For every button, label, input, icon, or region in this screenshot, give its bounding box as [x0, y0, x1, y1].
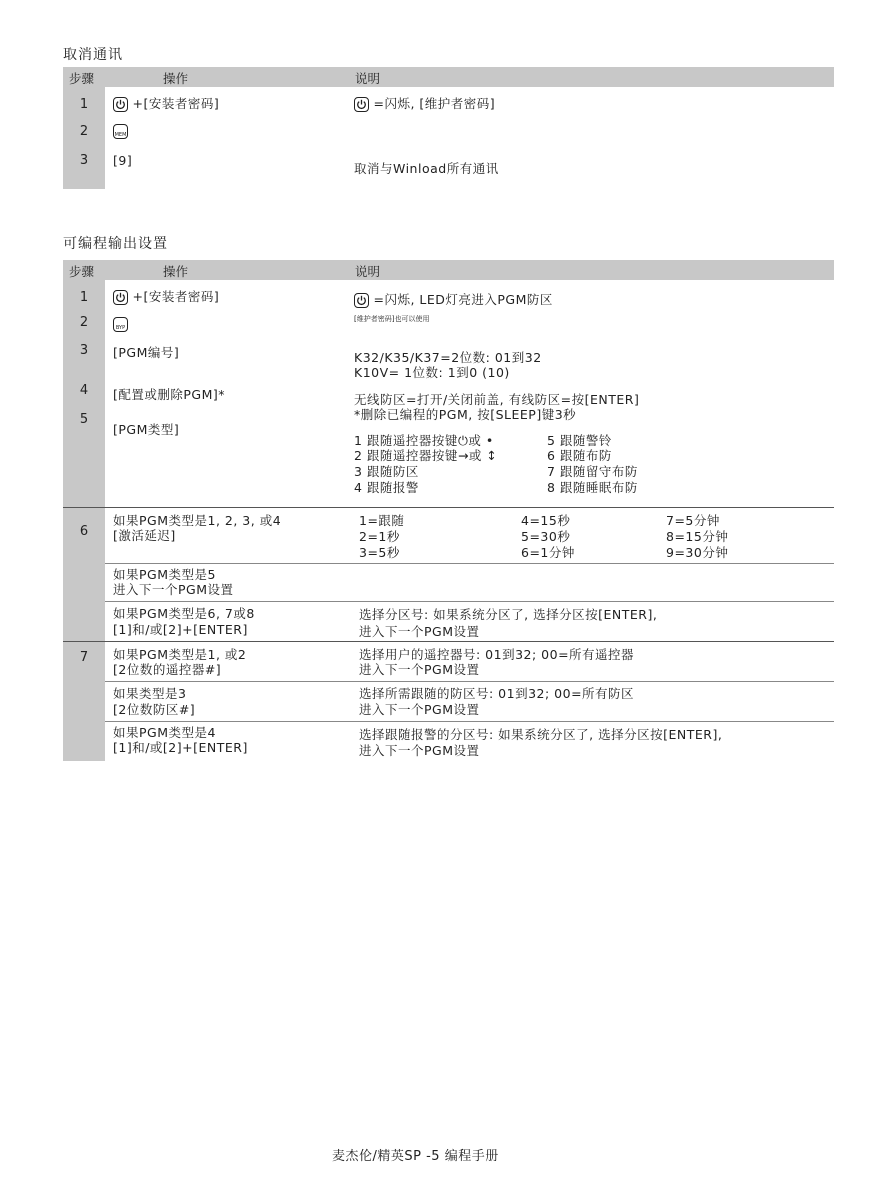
- desc-row: [354, 292, 553, 308]
- power-key-icon: [354, 97, 369, 112]
- desc-text: 无线防区=打开/关闭前盖, 有线防区=按[ENTER]: [354, 392, 640, 407]
- desc-text: 进入下一个PGM设置: [359, 743, 480, 758]
- divider: [105, 721, 834, 722]
- header-step: 步骤: [69, 71, 95, 86]
- delay-value: 3=5秒: [359, 545, 400, 560]
- action-text: 如果PGM类型是1, 或2: [113, 647, 247, 662]
- action-text: [激活延迟]: [113, 528, 176, 543]
- page-footer: 麦杰伦/精英SP -5 编程手册: [332, 1149, 499, 1164]
- action-text: 如果PGM类型是1, 2, 3, 或4: [113, 513, 282, 528]
- delay-value: 5=30秒: [521, 529, 571, 544]
- header-action: 操作: [163, 264, 189, 279]
- action-text: [配置或删除PGM]*: [113, 387, 226, 402]
- power-key-icon: [354, 293, 369, 308]
- header-step: 步骤: [69, 264, 95, 279]
- desc-note: [维护者密码]也可以使用: [354, 315, 430, 323]
- section-title-pgm-setup: 可编程输出设置: [63, 236, 168, 252]
- arrow-right-icon: →: [457, 448, 469, 463]
- delay-value: 7=5分钟: [666, 513, 720, 528]
- desc-text: 选择跟随报警的分区号: 如果系统分区了, 选择分区按[ENTER],: [359, 727, 723, 742]
- list-item: 2 跟随遥控器按键→或 ↕: [354, 448, 498, 463]
- table-row: [113, 316, 128, 332]
- updown-icon: ↕: [481, 448, 498, 463]
- delay-value: 9=30分钟: [666, 545, 729, 560]
- desc-text: 进入下一个PGM设置: [359, 702, 480, 717]
- step-number: 3: [79, 153, 89, 168]
- action-text: 如果PGM类型是6, 7或8: [113, 606, 255, 621]
- action-text: 进入下一个PGM设置: [113, 582, 234, 597]
- header-desc: 说明: [355, 264, 381, 279]
- header-action: 操作: [163, 71, 189, 86]
- table-header: [63, 67, 834, 87]
- list-item: 8 跟随睡眠布防: [547, 480, 638, 495]
- table-row: [113, 96, 219, 112]
- step-number: 2: [79, 124, 89, 139]
- action-text: 如果类型是3: [113, 686, 187, 701]
- list-item: 6 跟随布防: [547, 448, 612, 463]
- action-text: [1]和/或[2]+[ENTER]: [113, 740, 248, 755]
- divider: [105, 681, 834, 682]
- desc-text: 取消与Winload所有通讯: [354, 161, 499, 176]
- dot-icon: •: [481, 433, 494, 448]
- action-text: [PGM类型]: [113, 422, 180, 437]
- step-number: 1: [79, 290, 89, 305]
- desc-row: [354, 96, 495, 112]
- action-text: [2位数防区#]: [113, 702, 196, 717]
- header-desc: 说明: [355, 71, 381, 86]
- step-number: 7: [79, 650, 89, 665]
- step-number: 6: [79, 524, 89, 539]
- desc-text: 选择分区号: 如果系统分区了, 选择分区按[ENTER],: [359, 607, 658, 622]
- divider: [63, 507, 834, 508]
- action-text: [1]和/或[2]+[ENTER]: [113, 622, 248, 637]
- desc-text: 进入下一个PGM设置: [359, 624, 480, 639]
- power-icon: ⏻: [457, 433, 469, 448]
- action-text: 如果PGM类型是4: [113, 725, 216, 740]
- step-number: 2: [79, 315, 89, 330]
- step-number: 4: [79, 383, 89, 398]
- list-item: 1 跟随遥控器按键⏻或 •: [354, 433, 494, 448]
- step-number: 5: [79, 412, 89, 427]
- delay-value: 6=1分钟: [521, 545, 575, 560]
- desc-text: *删除已编程的PGM, 按[SLEEP]键3秒: [354, 407, 577, 422]
- desc-text: 选择所需跟随的防区号: 01到32; 00=所有防区: [359, 686, 635, 701]
- desc-text: =闪烁, [维护者密码]: [373, 96, 496, 111]
- action-text: 如果PGM类型是5: [113, 567, 216, 582]
- action-text: +[安装者密码]: [132, 96, 220, 111]
- table-header: [63, 260, 834, 280]
- delay-value: 1=跟随: [359, 513, 405, 528]
- delay-value: 8=15分钟: [666, 529, 729, 544]
- power-key-icon: [113, 290, 128, 305]
- action-text: [9]: [113, 153, 133, 168]
- action-text: +[安装者密码]: [132, 289, 220, 304]
- byp-key-icon: BYP: [113, 317, 128, 332]
- step-number: 3: [79, 343, 89, 358]
- step-number: 1: [79, 97, 89, 112]
- divider: [105, 563, 834, 564]
- desc-text: 选择用户的遥控器号: 01到32; 00=所有遥控器: [359, 647, 635, 662]
- divider: [105, 601, 834, 602]
- divider: [63, 641, 834, 642]
- desc-text: 进入下一个PGM设置: [359, 662, 480, 677]
- action-text: [2位数的遥控器#]: [113, 662, 222, 677]
- list-item: 5 跟随警铃: [547, 433, 612, 448]
- desc-text: =闪烁, LED灯亮进入PGM防区: [373, 292, 553, 307]
- delay-value: 4=15秒: [521, 513, 571, 528]
- list-item: 4 跟随报警: [354, 480, 419, 495]
- mem-key-icon: MEM: [113, 124, 128, 139]
- delay-value: 2=1秒: [359, 529, 400, 544]
- section-title-cancel-comm: 取消通讯: [63, 47, 123, 63]
- desc-text: K10V= 1位数: 1到0 (10): [354, 365, 510, 380]
- power-key-icon: [113, 97, 128, 112]
- list-item: 3 跟随防区: [354, 464, 419, 479]
- list-item: 7 跟随留守布防: [547, 464, 638, 479]
- action-text: [PGM编号]: [113, 345, 180, 360]
- table-row: [113, 123, 128, 139]
- desc-text: K32/K35/K37=2位数: 01到32: [354, 350, 542, 365]
- table-row: [113, 289, 219, 305]
